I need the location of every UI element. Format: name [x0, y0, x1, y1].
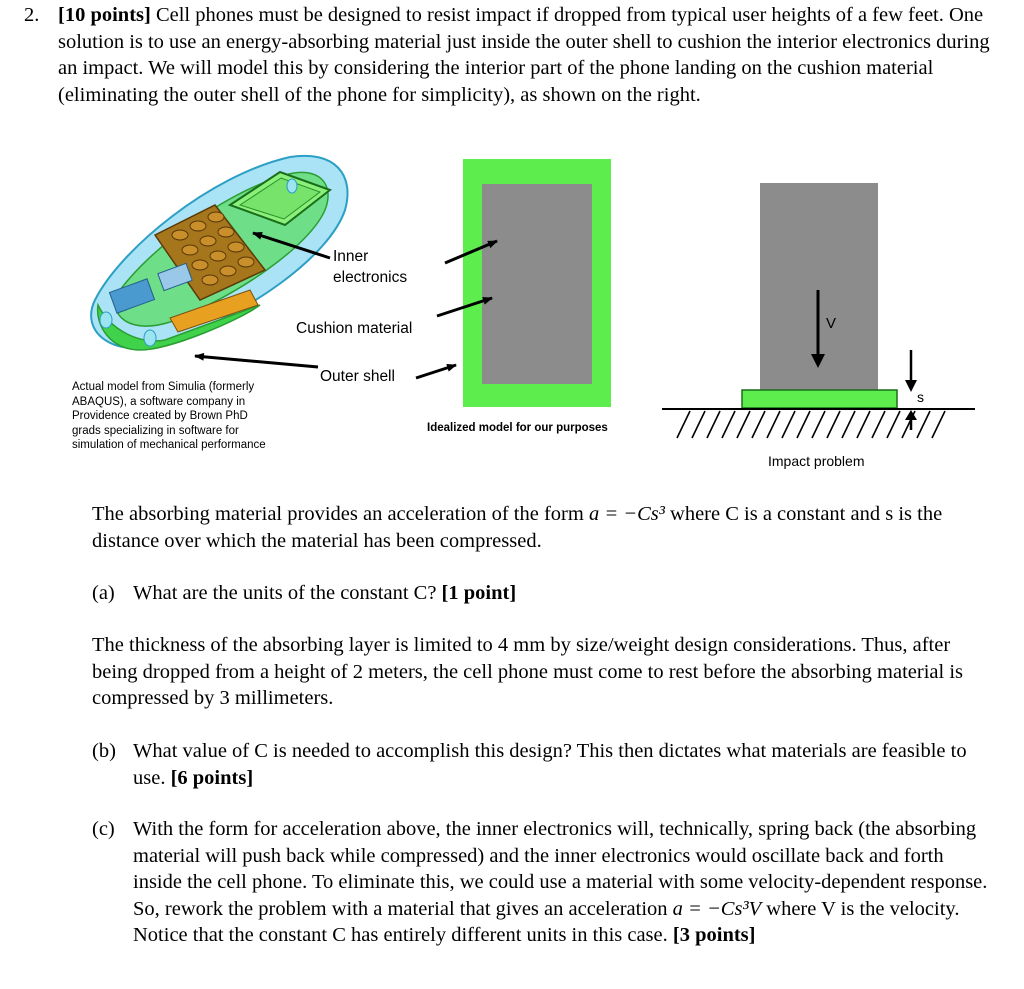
idealized-model	[463, 159, 611, 407]
part-b-text: What value of C is needed to accomplish this design? This then dictates what materials are feasible to use.	[133, 740, 967, 789]
label-outer-shell: Outer shell	[320, 368, 395, 385]
problem-intro-text: Cell phones must be designed to resist impact if dropped from typical user heights of a few feet. One solution is to use an energy-absorbing material just inside the outer shell to cushion the interior electronics during an impact. We will model this by considering the interior part of the phone landing on the cushion material (eliminating the outer shell of the phone for simplicity), as shown on the right.	[58, 4, 990, 106]
problem-intro	[58, 2, 1008, 108]
part-c-points: [3 points]	[672, 924, 756, 946]
part-c-text-2: where V is the velocity. Notice that the constant C has entirely different units in this case.	[133, 897, 960, 946]
arrow-outer-shell-model	[416, 365, 456, 378]
part-a	[133, 580, 1003, 607]
acceleration-paragraph	[92, 501, 1007, 554]
label-s: s	[917, 389, 924, 405]
part-c-text-1: With the form for acceleration above, the inner electronics will, technically, spring back (the absorbing material will push back while compressed) and the inner electronics would oscillate back and forth inside the cell phone. To eliminate this, we could use a material with some velocity-dependent response. So, rework the problem with a material that gives an acceleration	[133, 818, 988, 920]
accel-text-before: The absorbing material provides an acceleration of the form	[92, 503, 589, 525]
part-a-points: [1 point]	[441, 582, 517, 604]
part-c-formula: a = −Cs³V	[672, 897, 762, 920]
label-velocity: V	[826, 315, 837, 332]
part-c	[133, 816, 993, 949]
caption-simulia: Actual model from Simulia (formerly ABAQUS), a software company in Providence created by Brown PhD grads specializing in software for simulation of mechanical performance	[72, 381, 266, 451]
label-cushion: Cushion material	[296, 320, 413, 337]
accel-text-after: where C is a constant and s is the distance over which the material has been compressed.	[92, 503, 943, 552]
part-a-label: (a)	[92, 582, 115, 604]
caption-idealized: Idealized model for our purposes	[427, 422, 608, 434]
part-b-label: (b)	[92, 740, 116, 762]
problem-points: [10 points]	[58, 4, 151, 26]
arrow-outer-shell-phone	[195, 356, 318, 367]
part-b	[133, 738, 983, 791]
problem-number: 2.	[24, 4, 40, 26]
label-inner: Inner	[333, 248, 369, 265]
caption-impact: Impact problem	[768, 453, 865, 469]
thickness-paragraph: The thickness of the absorbing layer is limited to 4 mm by size/weight design considerations. Thus, after being dropped from a height of 2 meters, the cell phone must come to rest before the absorbing material is compressed by 3 millimeters.	[92, 634, 963, 709]
label-electronics: electronics	[333, 269, 408, 286]
impact-diagram	[662, 183, 975, 438]
part-a-text: What are the units of the constant C?	[133, 582, 442, 604]
part-c-label: (c)	[92, 818, 115, 840]
part-b-points: [6 points]	[170, 766, 254, 789]
accel-formula: a = −Cs³	[588, 503, 665, 525]
